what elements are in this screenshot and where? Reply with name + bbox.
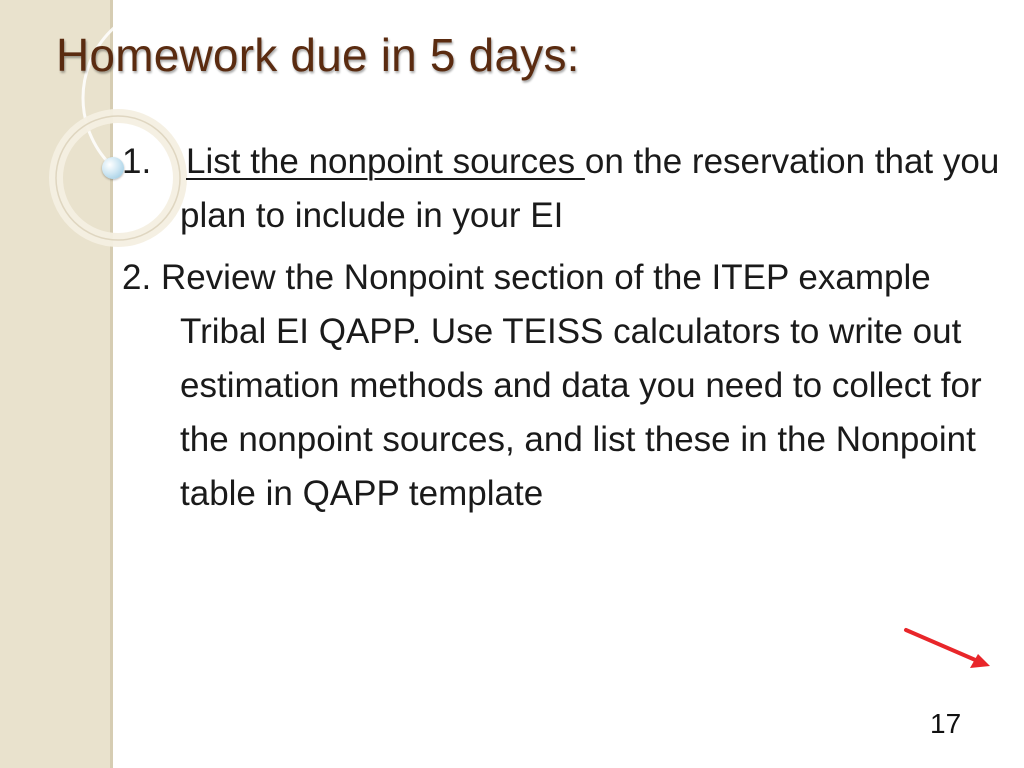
homework-list: [122, 135, 1002, 529]
item-number-1: 1.: [122, 142, 152, 181]
item-1-text: on the reservation that you plan to include in your EI: [180, 142, 1000, 235]
red-arrow-icon: [900, 624, 996, 676]
list-item-2: [122, 251, 1002, 521]
item-2-text: Review the Nonpoint section of the ITEP example Tribal EI QAPP. Use TEISS calculators to write out estimation methods and data you need to collect for the nonpoint sources, and list these in the Nonpoint table in QAPP template: [160, 258, 982, 513]
underlined-phrase: List the nonpoint sources: [186, 142, 585, 181]
slide-number: 17: [930, 708, 962, 739]
item-number-2: 2.: [122, 258, 152, 297]
blue-dot-icon: [102, 157, 124, 179]
list-item-1: [122, 135, 1002, 243]
slide-title: Homework due in 5 days:: [56, 29, 580, 81]
